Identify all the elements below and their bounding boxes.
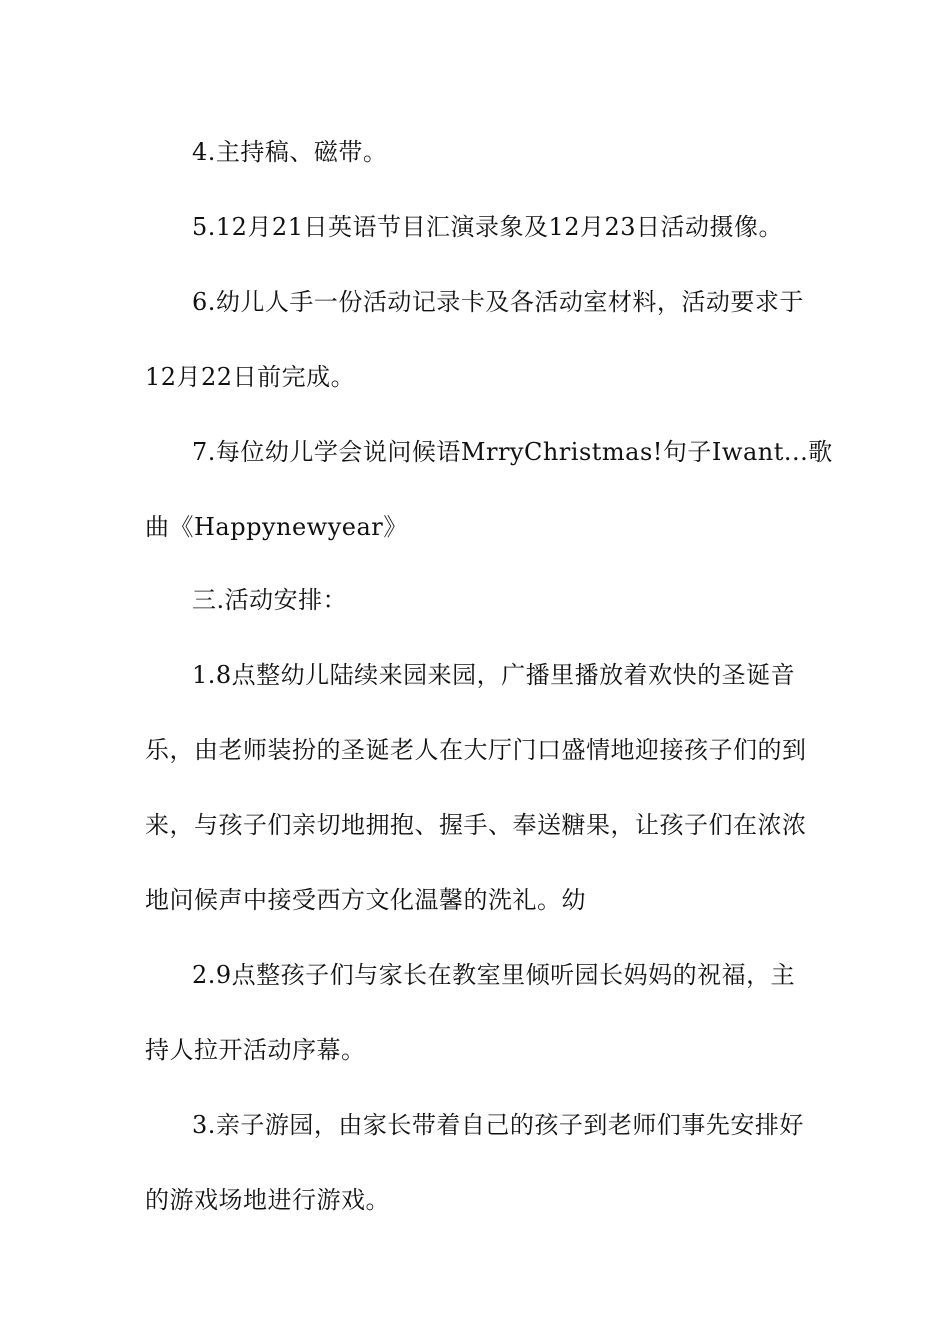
schedule-item-3: 3.亲子游园，由家长带着自己的孩子到老师们事先安排好 bbox=[192, 1111, 804, 1139]
schedule-item-1-line-2: 乐，由老师装扮的圣诞老人在大厅门口盛情地迎接孩子们的到 bbox=[145, 736, 807, 764]
schedule-item-1-line-4: 地问候声中接受西方文化温馨的洗礼。幼 bbox=[145, 886, 586, 914]
schedule-item-3-line-2: 的游戏场地进行游戏。 bbox=[145, 1186, 390, 1214]
schedule-item-1: 1.8点整幼儿陆续来园来园，广播里播放着欢快的圣诞音 bbox=[192, 661, 796, 689]
list-item-7: 7.每位幼儿学会说问候语MrryChristmas!句子Iwant...歌 bbox=[192, 438, 833, 466]
schedule-item-2: 2.9点整孩子们与家长在教室里倾听园长妈妈的祝福，主 bbox=[192, 961, 796, 989]
list-item-6: 6.幼儿人手一份活动记录卡及各活动室材料，活动要求于 bbox=[192, 288, 804, 316]
list-item-4: 4.主持稿、磁带。 bbox=[192, 138, 388, 166]
schedule-item-1-line-3: 来，与孩子们亲切地拥抱、握手、奉送糖果，让孩子们在浓浓 bbox=[145, 811, 807, 839]
list-item-6-continued: 12月22日前完成。 bbox=[145, 363, 356, 391]
schedule-item-2-line-2: 持人拉开活动序幕。 bbox=[145, 1036, 366, 1064]
list-item-5: 5.12月21日英语节目汇演录象及12月23日活动摄像。 bbox=[192, 213, 784, 241]
section-heading: 三.活动安排： bbox=[192, 586, 348, 614]
list-item-7-continued: 曲《Happynewyear》 bbox=[145, 513, 408, 541]
